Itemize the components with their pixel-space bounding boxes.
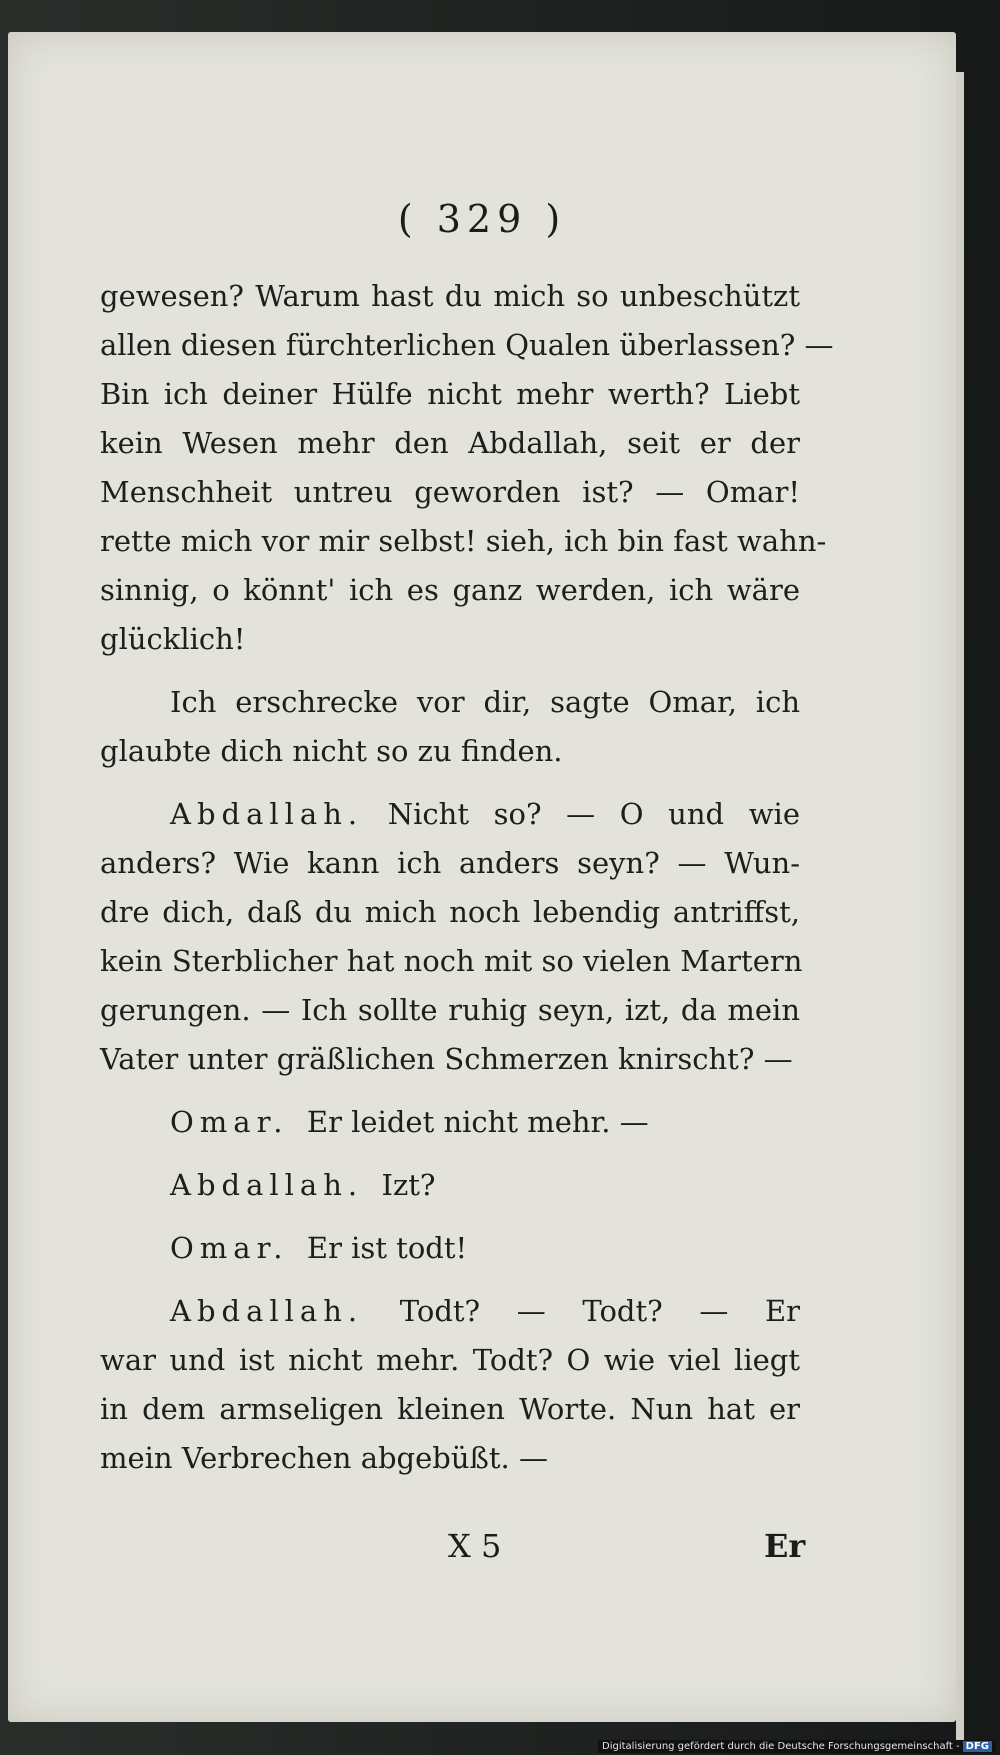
text-line: mein Verbrechen abgebüßt. — (100, 1441, 548, 1475)
speaker-name: Omar. (170, 1231, 289, 1265)
speaker-name: Abdallah. (170, 1168, 364, 1202)
dialogue-paragraph (100, 1224, 800, 1273)
text-line (100, 1224, 800, 1273)
book-page (8, 32, 956, 1722)
credit-text: Digitalisierung gefördert durch die Deutsche Forschungsgemeinschaft - (602, 1741, 960, 1752)
text-line: Vater unter gräßlichen Schmerzen knirscht? — (100, 1042, 793, 1076)
text-line (100, 1287, 800, 1336)
text-line (100, 1098, 800, 1147)
text-line: in dem armseligen kleinen Worte. Nun hat er (100, 1392, 800, 1426)
text-line (100, 790, 800, 839)
text-line: rette mich vor mir selbst! sieh, ich bin fast wahn- (100, 524, 827, 558)
speech-text: Todt? — Todt? — Er (399, 1294, 801, 1328)
dialogue-paragraph (100, 1287, 800, 1483)
text-line: war und ist nicht mehr. Todt? O wie viel liegt (100, 1343, 800, 1377)
text-line: Bin ich deiner Hülfe nicht mehr werth? Liebt (100, 377, 800, 411)
speaker-name: Abdallah. (170, 1294, 364, 1328)
text-line: sinnig, o könnt' ich es ganz werden, ich wäre (100, 573, 800, 607)
text-line: Menschheit untreu geworden ist? — Omar! (100, 475, 800, 509)
text-line: kein Wesen mehr den Abdallah, seit er der (100, 426, 800, 460)
paragraph (100, 678, 800, 776)
catchword: Er (764, 1527, 806, 1565)
text-line: anders? Wie kann ich anders seyn? — Wun- (100, 846, 800, 880)
page-number-header: ( 329 ) (397, 197, 567, 241)
dialogue-paragraph (100, 1098, 800, 1147)
speech-text: Izt? (381, 1168, 436, 1202)
signature-mark: X 5 (448, 1527, 502, 1565)
speech-text: Er ist todt! (306, 1231, 468, 1265)
dialogue-paragraph (100, 790, 803, 1084)
paragraph (100, 272, 834, 664)
text-line: allen diesen fürchterlichen Qualen überlassen? — (100, 328, 834, 362)
text-line: gerungen. — Ich sollte ruhig seyn, izt, da mein (100, 993, 800, 1027)
page-footer (8, 1527, 956, 1577)
text-line: glaubte dich nicht so zu finden. (100, 734, 563, 768)
text-line: gewesen? Warum hast du mich so unbeschützt (100, 279, 800, 313)
text-line: glücklich! (100, 622, 246, 656)
page-edge (956, 72, 964, 1752)
text-line: dre dich, daß du mich noch lebendig antriffst, (100, 895, 800, 929)
speech-text: Nicht so? — O und wie (387, 797, 800, 831)
text-line (100, 1161, 800, 1210)
text-line: kein Sterblicher hat noch mit so vielen Martern (100, 944, 803, 978)
dfg-logo: DFG (963, 1741, 992, 1752)
speaker-name: Omar. (170, 1105, 289, 1139)
body-text (100, 272, 834, 1483)
speech-text: Er leidet nicht mehr. — (306, 1105, 649, 1139)
dialogue-paragraph (100, 1161, 800, 1210)
speaker-name: Abdallah. (170, 797, 364, 831)
digitization-credit (598, 1740, 996, 1753)
text-line: Ich erschrecke vor dir, sagte Omar, ich (170, 685, 800, 719)
